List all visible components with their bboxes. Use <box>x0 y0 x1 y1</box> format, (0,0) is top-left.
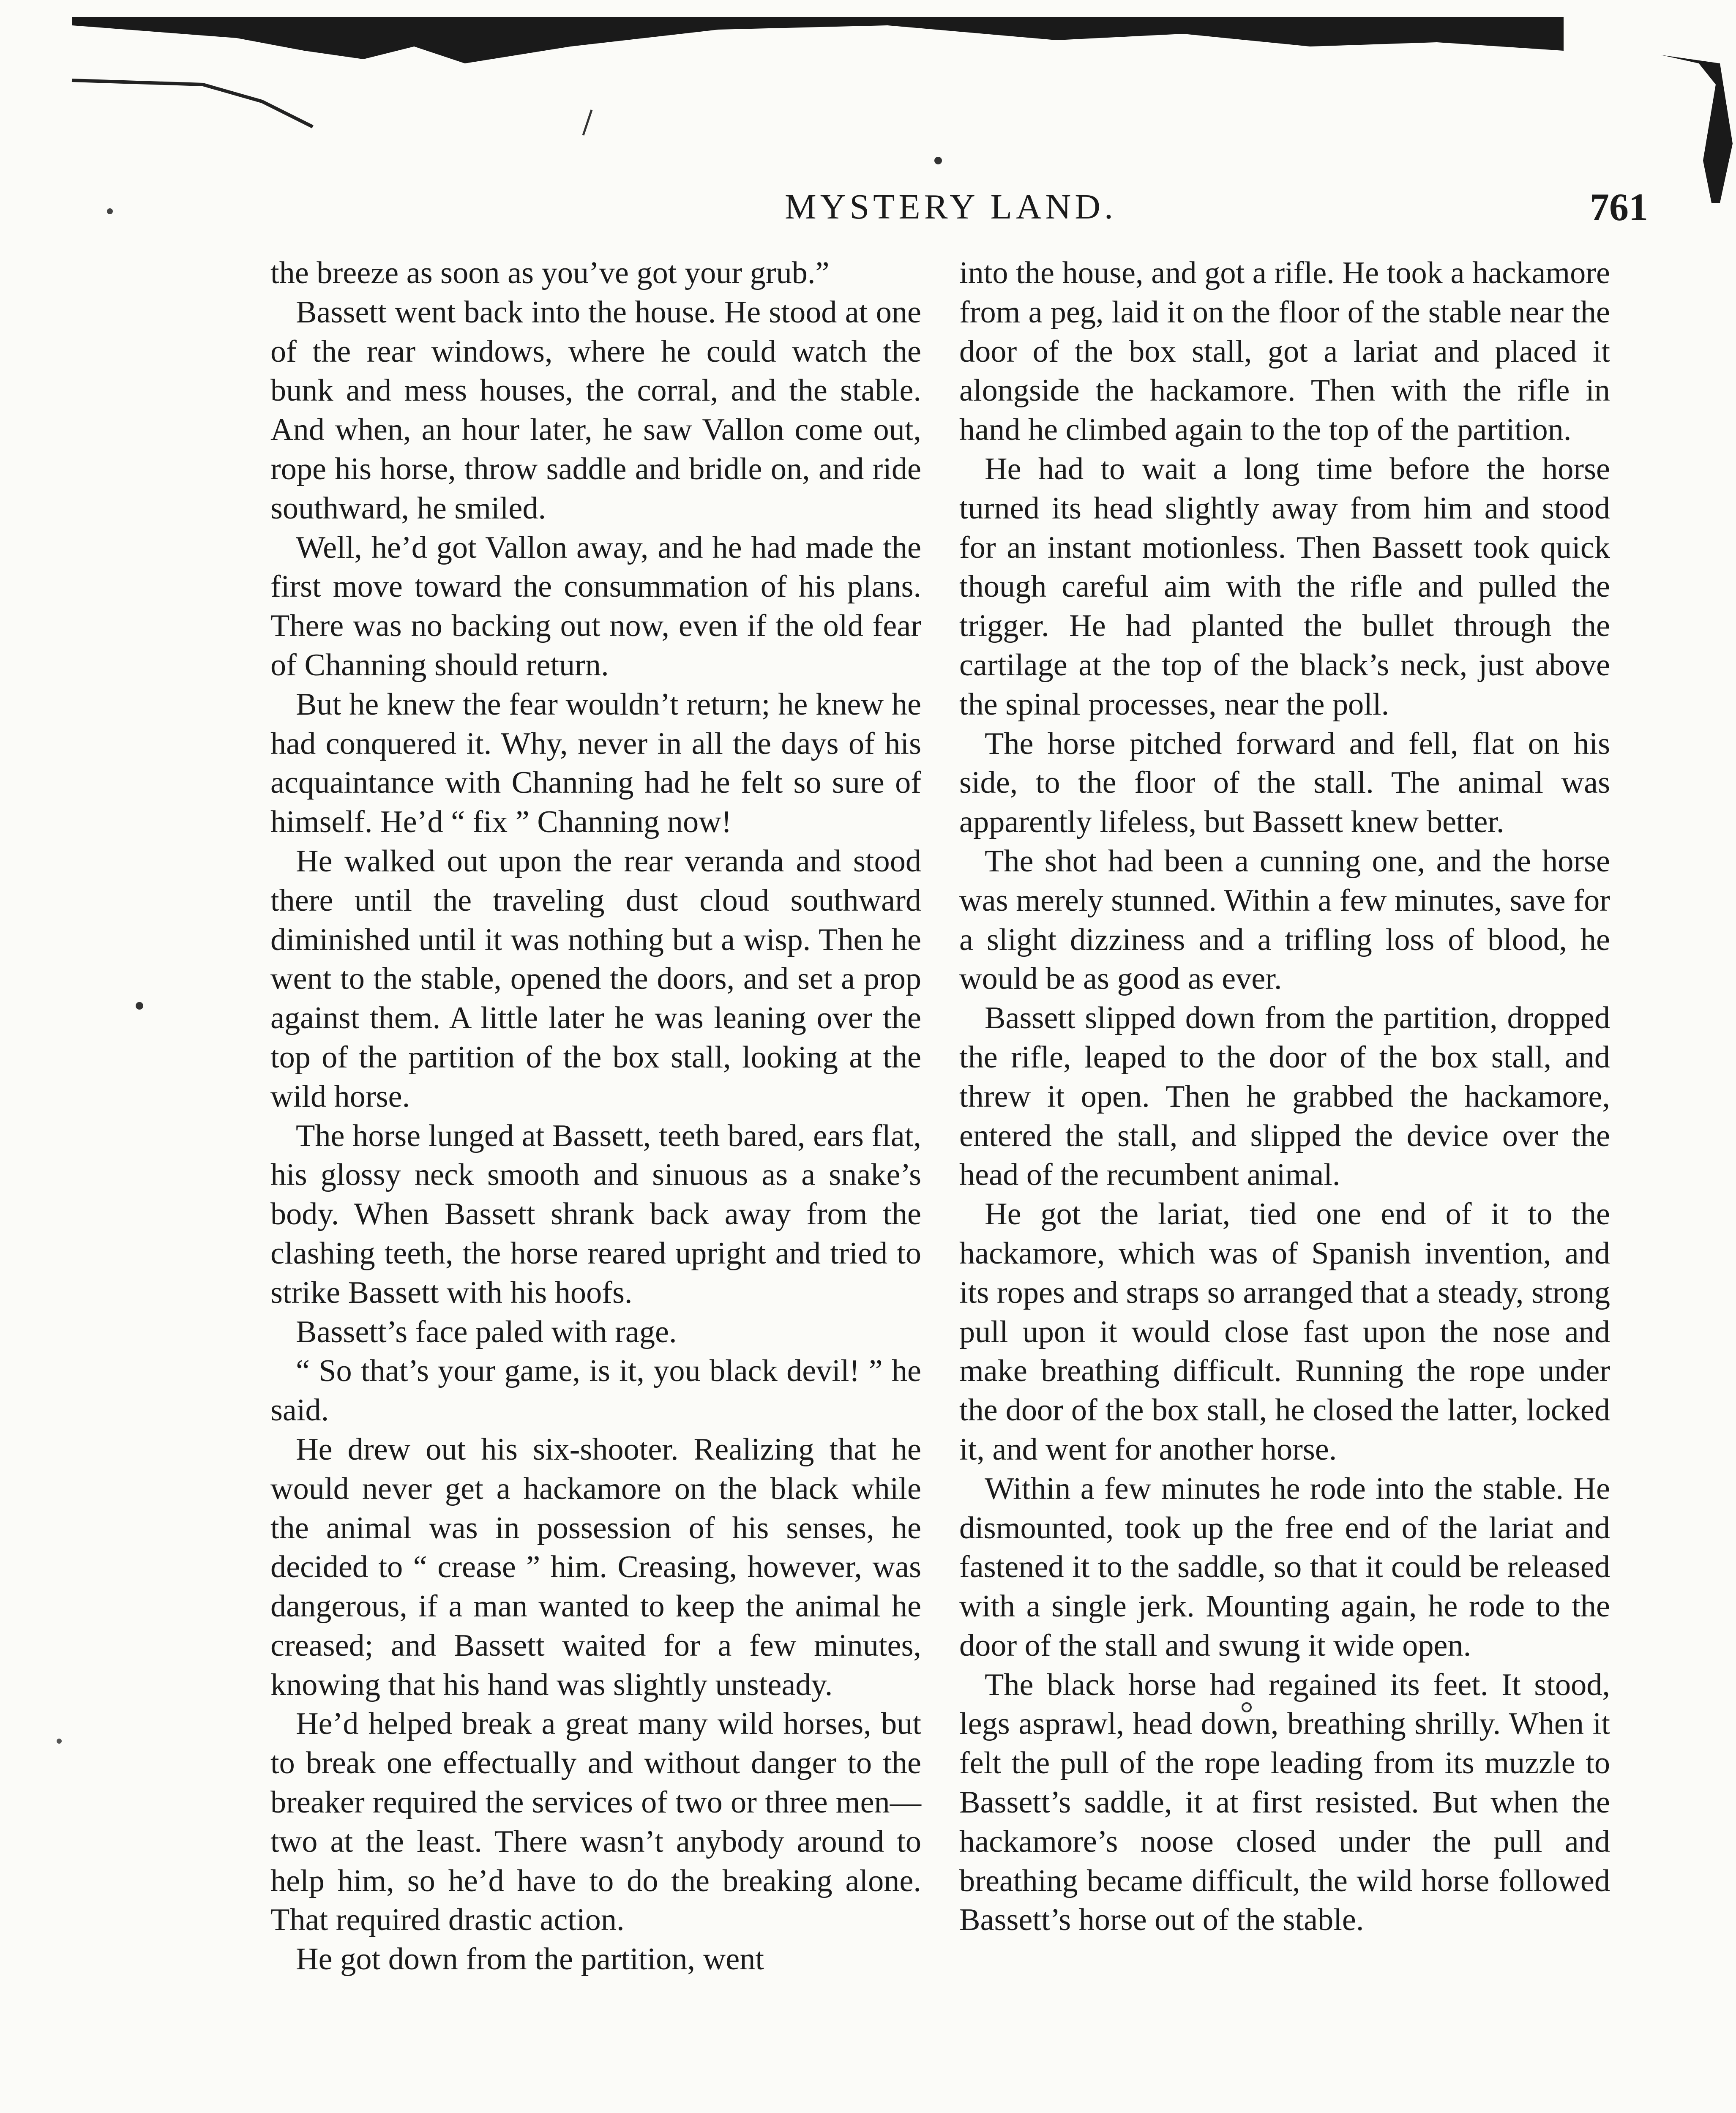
running-title: MYSTERY LAND. <box>785 187 1117 227</box>
torn-page-edge <box>0 0 1736 203</box>
paragraph: Within a few minutes he rode into the stable. He dismounted, took up the free end of the lariat and fastened it to the saddle, so that it could be released with a single jerk. Mounting again, he rode to the door of the stall and swung it wide open. <box>959 1471 1610 1663</box>
paragraph: He got down from the partition, went <box>296 1942 764 1977</box>
paragraph: The horse lunged at Bassett, teeth bared, ears flat, his glossy neck smooth and sinuous as a snake’s body. When Bassett shrank back away from the clashing teeth, the horse reared upright and tried to strike Bassett with his hoofs. <box>270 1118 921 1310</box>
left-column <box>270 254 921 1979</box>
paragraph: He drew out his six-shooter. Realizing that he would never get a hackamore on the black while the animal was in possession of his senses, he decided to “ crease ” him. Creasing, however, was dangerous, if a man wanted to keep the animal he creased; and Bassett waited for a few minutes, knowing that his hand was slightly unsteady. <box>270 1432 921 1702</box>
paragraph: Bassett slipped down from the partition, dropped the rifle, leaped to the door of the box stall, and threw it open. Then he grabbed the hackamore, entered the stall, and slipped the device over the head of the recumbent animal. <box>959 1001 1610 1193</box>
running-header <box>254 182 1648 237</box>
paragraph: He’d helped break a great many wild horses, but to break one effectually and without danger to the breaker required the services of two or three men—two at the least. There wasn’t anybody around to help him, so he’d have to do the breaking alone. That required drastic action. <box>270 1706 921 1938</box>
paragraph: The horse pitched forward and fell, flat on his side, to the floor of the stall. The animal was apparently lifeless, but Bassett knew better. <box>959 726 1610 840</box>
paragraph: Bassett’s face paled with rage. <box>296 1314 677 1349</box>
paragraph: He had to wait a long time before the horse turned its head slightly away from him and stood for an instant motionless. Then Bassett took quick though careful aim with the rifle and pulled the trigger. He had planted the bullet through the cartilage at the top of the black’s neck, just above the spinal processes, near the poll. <box>959 451 1610 722</box>
paragraph: But he knew the fear wouldn’t return; he knew he had conquered it. Why, never in all the days of his acquaintance with Channing had he felt so sure of himself. He’d “ fix ” Channing now! <box>270 687 921 840</box>
paragraph: He got the lariat, tied one end of it to the hackamore, which was of Spanish invention, and its ropes and straps so arranged that a steady, strong pull upon it would close fast upon the nose and make breathing difficult. Running the rope under the door of the box stall, he closed the latter, locked it, and went for another horse. <box>959 1197 1610 1467</box>
paragraph: The black horse had regained its feet. It stood, legs asprawl, head down, breathing shrilly. When it felt the pull of the rope leading from its muzzle to Bassett’s saddle, it at first resisted. But when the hackamore’s noose closed under the pull and breathing became difficult, the wild horse followed Bassett’s horse out of the stable. <box>959 1667 1610 1938</box>
page-number: 761 <box>1590 186 1648 229</box>
paragraph: Bassett went back into the house. He stood at one of the rear windows, where he could watch the bunk and mess houses, the corral, and the stable. And when, an hour later, he saw Vallon come out, rope his horse, throw saddle and bridle on, and ride southward, he smiled. <box>270 295 921 526</box>
paragraph: into the house, and got a rifle. He took a hackamore from a peg, laid it on the floor of the stable near the door of the box stall, got a lariat and placed it alongside the hackamore. Then with the rifle in hand he climbed again to the top of the partition. <box>959 256 1610 448</box>
paragraph: the breeze as soon as you’ve got your grub.” <box>270 256 830 290</box>
paragraph: The shot had been a cunning one, and the horse was merely stunned. Within a few minutes, save for a slight dizziness and a trifling loss of blood, he would be as good as ever. <box>959 844 1610 996</box>
paragraph: He walked out upon the rear veranda and stood there until the traveling dust cloud southward diminished until it was nothing but a wisp. Then he went to the stable, opened the doors, and set a prop against them. A little later he was leaning over the top of the partition of the box stall, looking at the wild horse. <box>270 844 921 1114</box>
right-column <box>959 254 1610 1940</box>
paragraph: “ So that’s your game, is it, you black devil! ” he said. <box>270 1354 921 1428</box>
paragraph: Well, he’d got Vallon away, and he had made the first move toward the consummation of his plans. There was no backing out now, even if the old fear of Channing should return. <box>270 530 921 682</box>
